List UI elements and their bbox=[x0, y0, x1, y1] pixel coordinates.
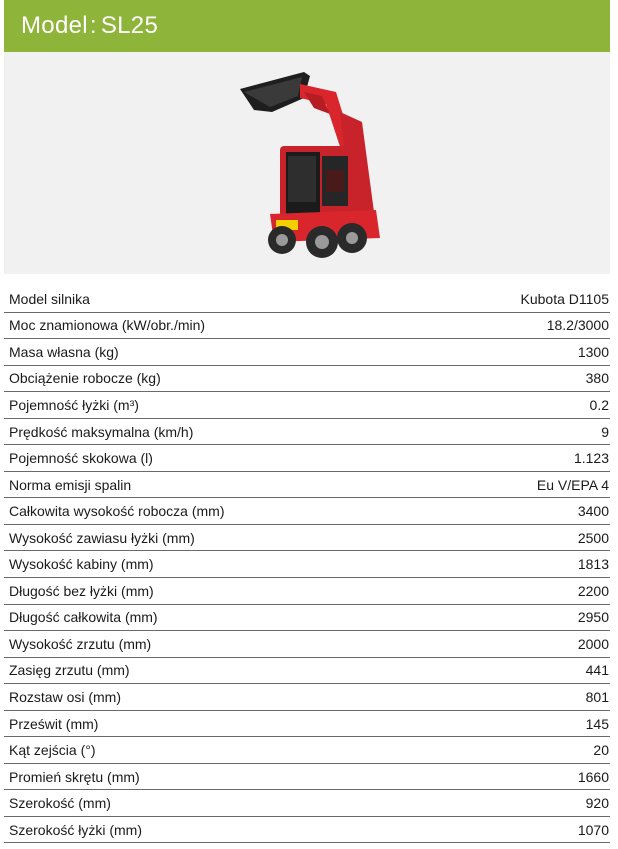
spec-label: Szerokość (mm) bbox=[9, 795, 111, 812]
spec-row bbox=[4, 737, 610, 764]
spec-value: 18.2/3000 bbox=[546, 317, 609, 334]
spec-value: 20 bbox=[593, 742, 609, 759]
spec-label: Pojemność łyżki (m³) bbox=[9, 396, 139, 413]
spec-value: 801 bbox=[585, 688, 609, 705]
spec-value: 441 bbox=[585, 662, 609, 679]
model-separator: : bbox=[89, 12, 97, 39]
spec-value: 2500 bbox=[577, 529, 609, 546]
spec-value: 145 bbox=[585, 715, 609, 732]
spec-value: 9 bbox=[601, 423, 609, 440]
spec-row bbox=[4, 578, 610, 605]
spec-value: 380 bbox=[585, 370, 609, 387]
product-image bbox=[4, 52, 610, 274]
spec-row bbox=[4, 286, 610, 313]
spec-label: Masa własna (kg) bbox=[9, 343, 119, 360]
spec-row bbox=[4, 498, 610, 525]
spec-label: Długość całkowita (mm) bbox=[9, 609, 158, 626]
spec-row bbox=[4, 631, 610, 658]
spec-label: Wysokość kabiny (mm) bbox=[9, 556, 154, 573]
spec-row bbox=[4, 525, 610, 552]
spec-value: 1660 bbox=[577, 768, 609, 785]
skid-steer-loader-illustration bbox=[4, 52, 610, 274]
spec-row bbox=[4, 551, 610, 578]
spec-value: 1813 bbox=[577, 556, 609, 573]
spec-label: Obciążenie robocze (kg) bbox=[9, 370, 161, 387]
spec-row bbox=[4, 366, 610, 393]
spec-value: 1300 bbox=[577, 343, 609, 360]
spec-label: Prędkość maksymalna (km/h) bbox=[9, 423, 194, 440]
specs-table bbox=[4, 286, 610, 843]
spec-value: 920 bbox=[585, 795, 609, 812]
spec-label: Wysokość zrzutu (mm) bbox=[9, 635, 152, 652]
spec-label: Długość bez łyżki (mm) bbox=[9, 582, 154, 599]
spec-row bbox=[4, 605, 610, 632]
model-label: Model bbox=[21, 12, 88, 39]
spec-row bbox=[4, 658, 610, 685]
spec-value: 1070 bbox=[577, 821, 609, 838]
spec-label: Prześwit (mm) bbox=[9, 715, 99, 732]
spec-value: 3400 bbox=[577, 503, 609, 520]
spec-value: 0.2 bbox=[589, 396, 609, 413]
spec-label: Kąt zejścia (°) bbox=[9, 742, 96, 759]
spec-row bbox=[4, 711, 610, 738]
spec-label: Zasięg zrzutu (mm) bbox=[9, 662, 130, 679]
spec-row bbox=[4, 817, 610, 844]
model-header bbox=[4, 0, 610, 52]
spec-label: Model silnika bbox=[9, 290, 90, 307]
spec-row bbox=[4, 445, 610, 472]
spec-value: Kubota D1105 bbox=[520, 290, 609, 307]
spec-row bbox=[4, 764, 610, 791]
spec-value: 2000 bbox=[577, 635, 609, 652]
spec-label: Pojemność skokowa (l) bbox=[9, 450, 153, 467]
spec-label: Moc znamionowa (kW/obr./min) bbox=[9, 317, 206, 334]
spec-label: Szerokość łyżki (mm) bbox=[9, 821, 143, 838]
spec-row bbox=[4, 472, 610, 499]
model-name: SL25 bbox=[100, 12, 159, 39]
spec-row bbox=[4, 313, 610, 340]
spec-label: Wysokość zawiasu łyżki (mm) bbox=[9, 529, 195, 546]
spec-label: Rozstaw osi (mm) bbox=[9, 688, 122, 705]
spec-row bbox=[4, 684, 610, 711]
spec-value: 2200 bbox=[577, 582, 609, 599]
spec-label: Promień skrętu (mm) bbox=[9, 768, 140, 785]
spec-row bbox=[4, 419, 610, 446]
spec-row bbox=[4, 790, 610, 817]
spec-row bbox=[4, 392, 610, 419]
spec-row bbox=[4, 339, 610, 366]
spec-value: 2950 bbox=[577, 609, 609, 626]
spec-label: Norma emisji spalin bbox=[9, 476, 132, 493]
spec-value: 1.123 bbox=[573, 450, 609, 467]
spec-label: Całkowita wysokość robocza (mm) bbox=[9, 503, 225, 520]
spec-value: Eu V/EPA 4 bbox=[536, 476, 609, 493]
